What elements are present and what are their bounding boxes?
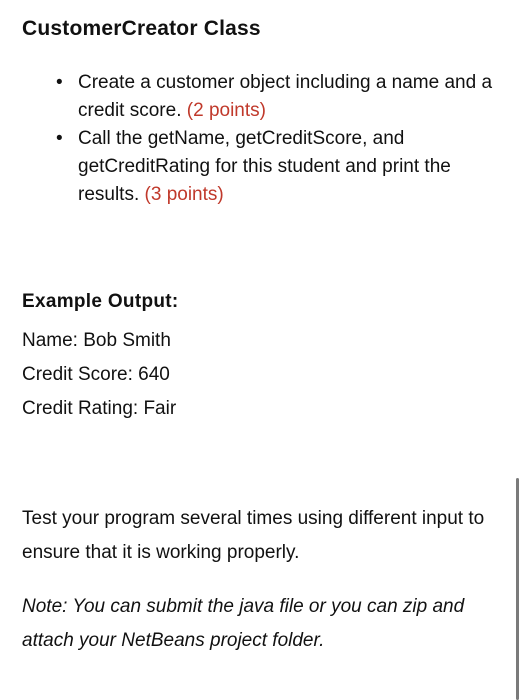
requirement-text: Call the getName, getCreditScore, and getCreditRating for this student and print the results.: [78, 128, 451, 205]
example-line-name: Name: Bob Smith: [22, 330, 171, 351]
requirements-list: [56, 69, 503, 209]
submission-note: Note: You can submit the java file or you can zip and attach your NetBeans project folder.: [22, 596, 465, 651]
bullet-icon: •: [56, 128, 63, 149]
example-output-lines: [22, 324, 176, 426]
requirement-item: [56, 69, 503, 125]
test-instructions: Test your program several times using different input to ensure that it is working properly.: [22, 508, 485, 563]
points-label: (2 points): [186, 100, 266, 121]
bullet-icon: •: [56, 72, 63, 93]
example-output-title: Example Output:: [22, 291, 179, 312]
scrollbar[interactable]: [516, 478, 519, 700]
section-heading: CustomerCreator Class: [22, 17, 261, 40]
requirement-item: [56, 125, 503, 209]
requirement-text: Create a customer object including a name and a credit score.: [78, 72, 493, 121]
example-line-credit-rating: Credit Rating: Fair: [22, 398, 177, 419]
points-label: (3 points): [144, 184, 224, 205]
example-line-credit-score: Credit Score: 640: [22, 364, 170, 385]
